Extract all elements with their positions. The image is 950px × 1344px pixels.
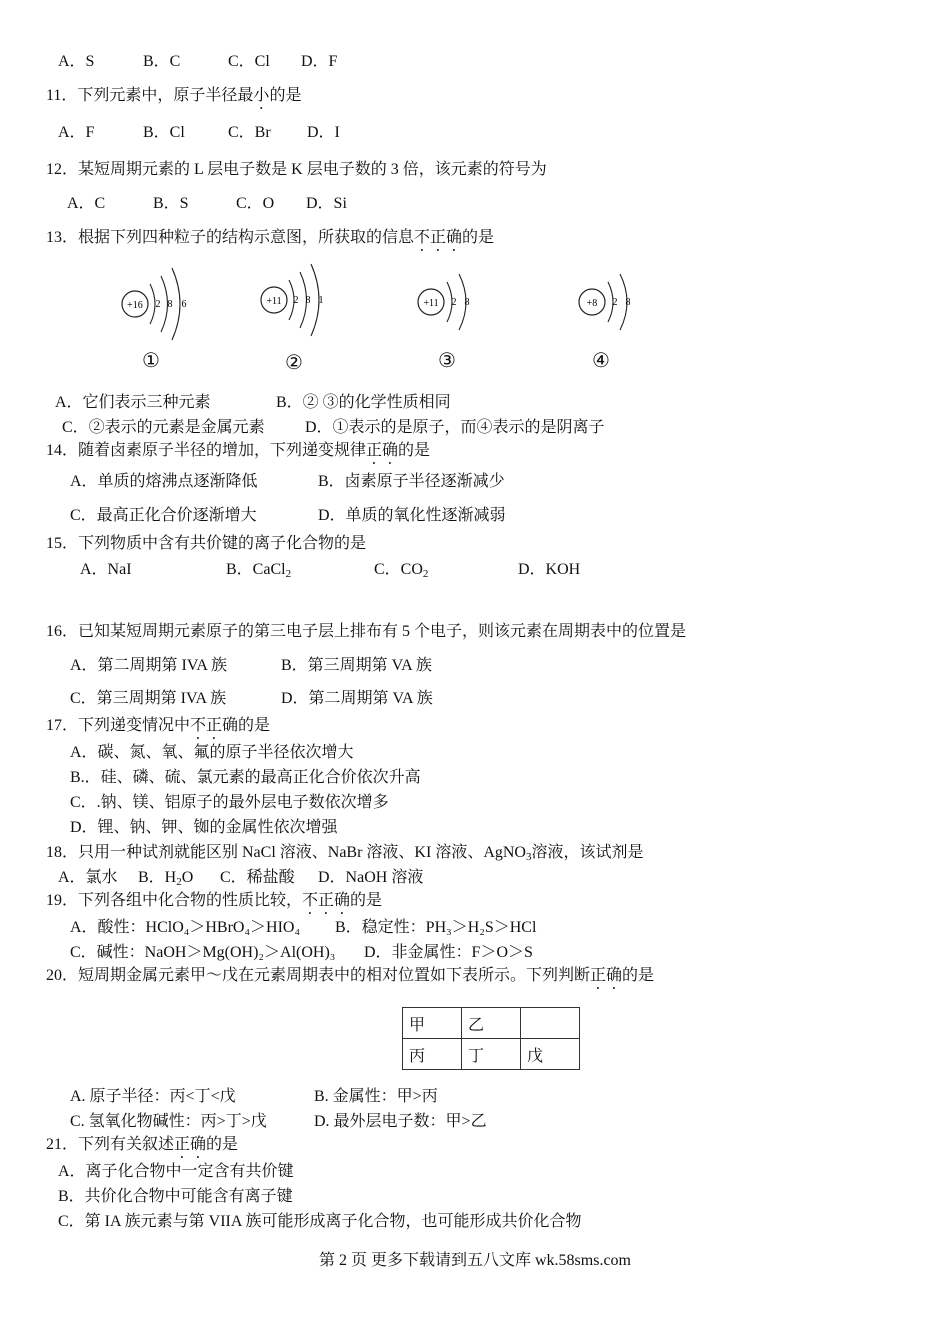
q21-stem: 21．下列有关叙述正确的是 — [46, 1136, 239, 1153]
svg-text:+16: +16 — [127, 300, 143, 311]
q15-option-c: C．$CO_2$ — [374, 561, 429, 580]
q11-option-a: A．F — [58, 124, 95, 141]
atom-label-3: ③ — [438, 350, 456, 372]
q10-option-c: C．Cl — [228, 53, 270, 70]
q13-stem: 13．根据下列四种粒子的结构示意图，所获取的信息不正确的是 — [46, 229, 495, 246]
q12-option-b: B．S — [153, 195, 189, 212]
q10-option-d: D．F — [301, 53, 338, 70]
q11-option-b: B．Cl — [143, 124, 185, 141]
q17-option-a: A．碳、氮、氧、氟的原子半径依次增大 — [70, 744, 354, 761]
q13-option-a: A．它们表示三种元素 — [55, 394, 211, 411]
svg-text:2: 2 — [451, 297, 457, 308]
q12-stem: 12．某短周期元素的 L 层电子数是 K 层电子数的 3 倍，该元素的符号为 — [46, 161, 547, 178]
q18-stem: 18．只用一种试剂就能区别 NaCl 溶液、NaBr 溶液、KI 溶液、AgNO$_3$溶液，该试剂是 — [46, 844, 644, 863]
q17-option-c: C．.钠、镁、铝原子的最外层电子数依次增多 — [70, 794, 389, 811]
table-cell: 甲 — [403, 1008, 462, 1039]
periodic-position-table — [402, 1007, 580, 1070]
q16-stem: 16．已知某短周期元素原子的第三电子层上排布有 5 个电子，则该元素在周期表中的位置是 — [46, 623, 687, 640]
q11-stem: 11．下列元素中，原子半径最小的是 — [46, 87, 302, 104]
atom-diagram-4 — [575, 268, 655, 338]
q13-option-d: D．①表示的是原子，而④表示的是阴离子 — [305, 419, 605, 436]
page-footer: 第 2 页 更多下载请到五八文库 wk.58sms.com — [318, 1252, 631, 1269]
q11-option-d: D．I — [307, 124, 340, 141]
table-cell: 戊 — [521, 1039, 580, 1070]
svg-text:1: 1 — [318, 295, 324, 306]
q21-option-b: B．共价化合物中可能含有离子键 — [58, 1188, 293, 1205]
svg-text:8: 8 — [305, 295, 311, 306]
atom-label-2: ② — [285, 352, 303, 374]
q16-option-d: D．第二周期第 VA 族 — [281, 690, 433, 707]
q21-option-a: A．离子化合物中一定含有共价键 — [58, 1163, 294, 1180]
q11-option-c: C．Br — [228, 124, 271, 141]
svg-text:8: 8 — [625, 297, 631, 308]
table-cell: 丁 — [462, 1039, 521, 1070]
svg-text:2: 2 — [612, 297, 618, 308]
q15-stem: 15．下列物质中含有共价键的离子化合物的是 — [46, 535, 367, 552]
svg-text:+8: +8 — [586, 298, 598, 309]
q20-option-a: A. 原子半径：丙<丁<戊 — [70, 1088, 236, 1105]
q17-option-b: B.．硅、磷、硫、氯元素的最高正化合价依次升高 — [70, 769, 421, 786]
q19-option-a: A．酸性：HClO₄＞HBrO₄＞HIO₄ — [70, 919, 301, 936]
svg-text:+11: +11 — [423, 298, 439, 309]
q20-option-b: B. 金属性：甲>丙 — [314, 1088, 438, 1105]
table-cell — [521, 1008, 580, 1039]
svg-text:+11: +11 — [266, 296, 282, 307]
q16-option-a: A．第二周期第 IVA 族 — [70, 657, 228, 674]
q19-stem: 19．下列各组中化合物的性质比较，不正确的是 — [46, 892, 383, 909]
q19-option-b: B．稳定性：PH₃＞H₂S＞HCl — [335, 919, 537, 936]
q14-option-b: B．卤素原子半径逐渐减少 — [318, 473, 505, 490]
atom-diagram-1 — [118, 262, 198, 342]
atom-diagram-3 — [414, 268, 494, 338]
q14-option-a: A．单质的熔沸点逐渐降低 — [70, 473, 258, 490]
q12-option-c: C．O — [236, 195, 275, 212]
q12-option-d: D．Si — [306, 195, 347, 212]
q15-option-b: B．CaCl$_2$ — [226, 561, 292, 580]
q12-option-a: A．C — [67, 195, 106, 212]
q10-option-a: A．S — [58, 53, 95, 70]
svg-text:2: 2 — [155, 299, 161, 310]
atom-label-1: ① — [142, 350, 160, 372]
q15-option-d: D．KOH — [518, 561, 581, 578]
q18-option-d: D．NaOH 溶液 — [318, 869, 424, 886]
q16-option-c: C．第三周期第 IVA 族 — [70, 690, 227, 707]
q18-option-a: A．氯水 — [58, 869, 118, 886]
svg-text:8: 8 — [464, 297, 470, 308]
q17-option-d: D．锂、钠、钾、铷的金属性依次增强 — [70, 819, 338, 836]
atom-diagram-2 — [258, 262, 338, 342]
svg-text:6: 6 — [181, 299, 187, 310]
q13-option-c: C．②表示的元素是金属元素 — [62, 419, 265, 436]
q17-stem: 17．下列递变情况中不正确的是 — [46, 717, 271, 734]
q21-option-c: C．第 IA 族元素与第 VIIA 族可能形成离子化合物，也可能形成共价化合物 — [58, 1213, 582, 1230]
q16-option-b: B．第三周期第 VA 族 — [281, 657, 432, 674]
q20-stem: 20．短周期金属元素甲～戊在元素周期表中的相对位置如下表所示。下列判断正确的是 — [46, 967, 655, 984]
q10-option-b: B．C — [143, 53, 181, 70]
q14-option-c: C．最高正化合价逐渐增大 — [70, 507, 257, 524]
q19-option-c: C．碱性：NaOH＞Mg(OH)₂＞Al(OH)₃ — [70, 944, 336, 961]
q14-stem: 14．随着卤素原子半径的增加，下列递变规律正确的是 — [46, 442, 431, 459]
q19-option-d: D．非金属性：F＞O＞S — [364, 944, 533, 961]
q20-option-c: C. 氢氧化物碱性：丙>丁>戊 — [70, 1113, 267, 1130]
table-cell: 丙 — [403, 1039, 462, 1070]
atom-label-4: ④ — [592, 350, 610, 372]
svg-text:2: 2 — [293, 295, 299, 306]
q14-option-d: D．单质的氧化性逐渐减弱 — [318, 507, 506, 524]
q15-option-a: A．NaI — [80, 561, 132, 578]
q18-option-b: B．$H_2O$ — [138, 869, 194, 888]
q13-option-b: B．② ③的化学性质相同 — [276, 394, 451, 411]
q18-option-c: C．稀盐酸 — [220, 869, 295, 886]
svg-text:8: 8 — [167, 299, 173, 310]
table-cell: 乙 — [462, 1008, 521, 1039]
q20-option-d: D. 最外层电子数：甲>乙 — [314, 1113, 487, 1130]
